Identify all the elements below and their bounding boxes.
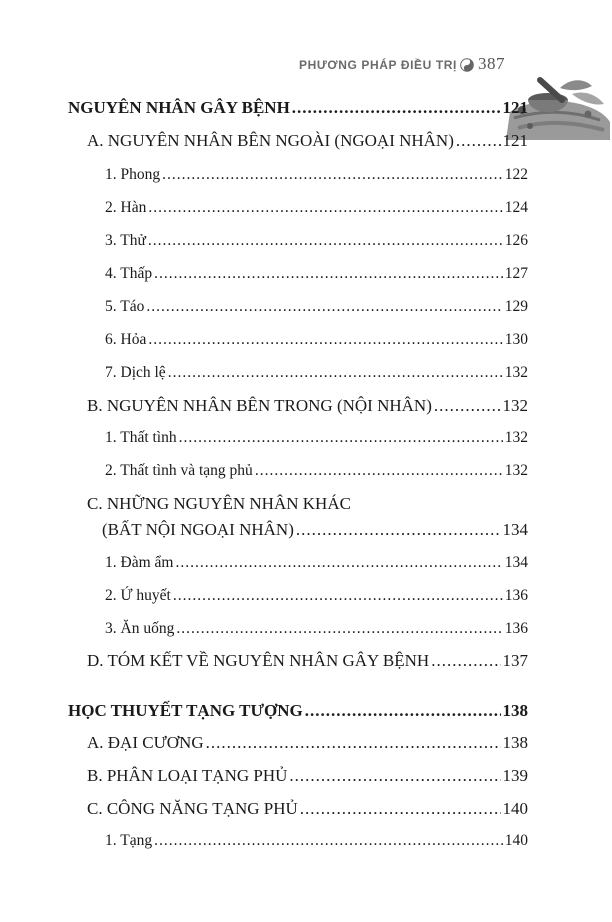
leader-dots xyxy=(179,430,503,446)
toc-entry-phong[interactable]: 1. Phong ..... 122 xyxy=(105,166,528,192)
toc-entry-tom-ket-nguyen-nhan[interactable]: D. TÓM KẾT VỀ NGUYÊN NHÂN GÂY BỆNH ..... 137 xyxy=(87,651,528,677)
toc-entry-nguyen-nhan-ben-ngoai[interactable]: A. NGUYÊN NHÂN BÊN NGOÀI (NGOẠI NHÂN) ..... 121 xyxy=(87,131,528,157)
leader-dots xyxy=(305,702,501,719)
leader-dots xyxy=(431,652,500,669)
toc-entry-hoc-thuyet-tang-tuong[interactable]: HỌC THUYẾT TẠNG TƯỢNG ..... 138 xyxy=(68,701,528,727)
toc-entry-hoa[interactable]: 6. Hỏa ..... 130 xyxy=(105,331,528,357)
toc-entry-cong-nang-tang-phu[interactable]: C. CÔNG NĂNG TẠNG PHỦ ..... 140 xyxy=(87,799,528,825)
toc-entry-han[interactable]: 2. Hàn ..... 124 xyxy=(105,199,528,225)
leader-dots xyxy=(168,365,503,381)
leader-dots xyxy=(173,588,503,604)
leader-dots xyxy=(289,767,500,784)
leader-dots xyxy=(162,167,503,183)
toc-entry-dam-am[interactable]: 1. Đàm ẩm ..... 134 xyxy=(105,554,528,580)
leader-dots xyxy=(300,800,501,817)
leader-dots xyxy=(176,621,502,637)
toc-entry-nguyen-nhan-ben-trong[interactable]: B. NGUYÊN NHÂN BÊN TRONG (NỘI NHÂN) ..... 132 xyxy=(87,396,528,422)
toc-entry-nhung-nguyen-nhan-khac[interactable]: C. NHỮNG NGUYÊN NHÂN KHÁC xyxy=(87,494,351,513)
toc-entry-dai-cuong[interactable]: A. ĐẠI CƯƠNG ..... 138 xyxy=(87,733,528,759)
leader-dots xyxy=(456,132,501,149)
toc-entry-thu[interactable]: 3. Thử ..... 126 xyxy=(105,232,528,258)
leader-dots xyxy=(148,332,502,348)
leader-dots xyxy=(148,200,502,216)
leader-dots xyxy=(154,833,503,849)
leader-dots xyxy=(175,555,502,571)
toc-entry-thap[interactable]: 4. Thấp ..... 127 xyxy=(105,265,528,291)
toc-entry-bat-noi-ngoai-nhan[interactable]: (BẤT NỘI NGOẠI NHÂN) ..... 134 xyxy=(102,520,528,546)
toc-entry-dich-le[interactable]: 7. Dịch lệ ..... 132 xyxy=(105,364,528,390)
leader-dots xyxy=(292,99,501,116)
toc-entry-tao[interactable]: 5. Táo ..... 129 xyxy=(105,298,528,324)
toc-entry-that-tinh-va-tang-phu[interactable]: 2. Thất tình và tạng phủ ..... 132 xyxy=(105,462,528,488)
leader-dots xyxy=(154,266,503,282)
leader-dots xyxy=(296,521,501,538)
toc-entry-tang[interactable]: 1. Tạng ..... 140 xyxy=(105,832,528,858)
toc-entry-an-uong[interactable]: 3. Ăn uống ..... 136 xyxy=(105,620,528,646)
toc-entry-that-tinh[interactable]: 1. Thất tình ..... 132 xyxy=(105,429,528,455)
leader-dots xyxy=(206,734,501,751)
toc-entry-nguyen-nhan-gay-benh[interactable]: NGUYÊN NHÂN GÂY BỆNH ..... 121 xyxy=(68,98,528,124)
leader-dots xyxy=(255,463,503,479)
leader-dots xyxy=(434,397,501,414)
toc-entry-u-huyet[interactable]: 2. Ứ huyết ..... 136 xyxy=(105,587,528,613)
toc-entry-phan-loai-tang-phu[interactable]: B. PHÂN LOẠI TẠNG PHỦ ..... 139 xyxy=(87,766,528,792)
leader-dots xyxy=(148,233,503,249)
running-title: PHƯƠNG PHÁP ĐIỀU TRỊ xyxy=(299,58,457,72)
leader-dots xyxy=(146,299,502,315)
page-number: 387 xyxy=(478,54,505,73)
